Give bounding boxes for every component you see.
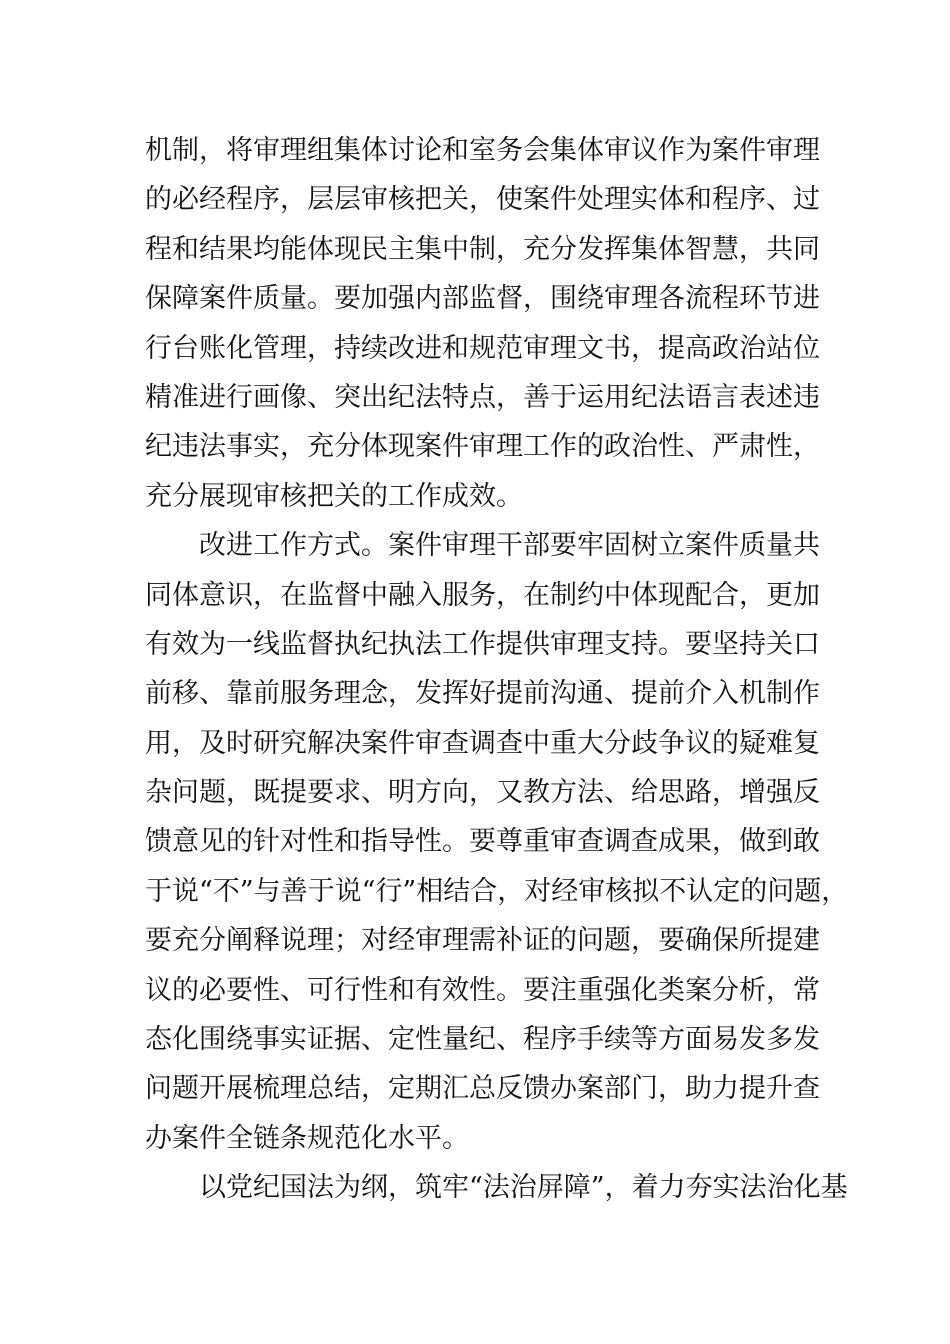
text-line: 于说“不”与善于说“行”相结合，对经审核拟不认定的问题， <box>145 875 849 907</box>
text-line: 杂问题，既提要求、明方向，又教方法、给思路，增强反 <box>145 777 820 809</box>
text-line: 精准进行画像、突出纪法特点，善于运用纪法语言表述违 <box>145 381 820 413</box>
text-line: 机制，将审理组集体讨论和室务会集体审议作为案件审理 <box>145 135 820 166</box>
text-line: 问题开展梳理总结，定期汇总反馈办案部门，助力提升查 <box>145 1073 820 1105</box>
paragraph-end-line: 办案件全链条规范化水平。 <box>145 1122 469 1154</box>
paragraph-end-line: 充分展现审核把关的工作成效。 <box>145 480 523 512</box>
text-line: 馈意见的针对性和指导性。要尊重审查调查成果，做到敢 <box>145 826 820 858</box>
text-line: 态化围绕事实证据、定性量纪、程序手续等方面易发多发 <box>145 1024 820 1056</box>
text-line: 的必经程序，层层审核把关，使案件处理实体和程序、过 <box>145 184 820 216</box>
text-line: 要充分阐释说理；对经审理需补证的问题，要确保所提建 <box>145 925 820 957</box>
text-line: 有效为一线监督执纪执法工作提供审理支持。要坚持关口 <box>145 628 820 660</box>
text-line: 行台账化管理，持续改进和规范审理文书，提高政治站位 <box>145 332 820 364</box>
text-line: 保障案件质量。要加强内部监督，围绕审理各流程环节进 <box>145 283 820 315</box>
text-line: 同体意识，在监督中融入服务，在制约中体现配合，更加 <box>145 579 820 611</box>
paragraph-start-line: 以党纪国法为纲，筑牢“法治屏障”，着力夯实法治化基 <box>199 1172 848 1204</box>
text-line: 议的必要性、可行性和有效性。要注重强化类案分析，常 <box>145 974 820 1006</box>
text-line: 纪违法事实，充分体现案件审理工作的政治性、严肃性， <box>145 431 820 463</box>
text-line: 用，及时研究解决案件审查调查中重大分歧争议的疑难复 <box>145 727 820 759</box>
document-body <box>145 126 849 1213</box>
text-line: 前移、靠前服务理念，发挥好提前沟通、提前介入机制作 <box>145 678 820 710</box>
text-line: 程和结果均能体现民主集中制，充分发挥集体智慧，共同 <box>145 233 820 265</box>
paragraph-start-line: 改进工作方式。案件审理干部要牢固树立案件质量共 <box>199 530 820 562</box>
